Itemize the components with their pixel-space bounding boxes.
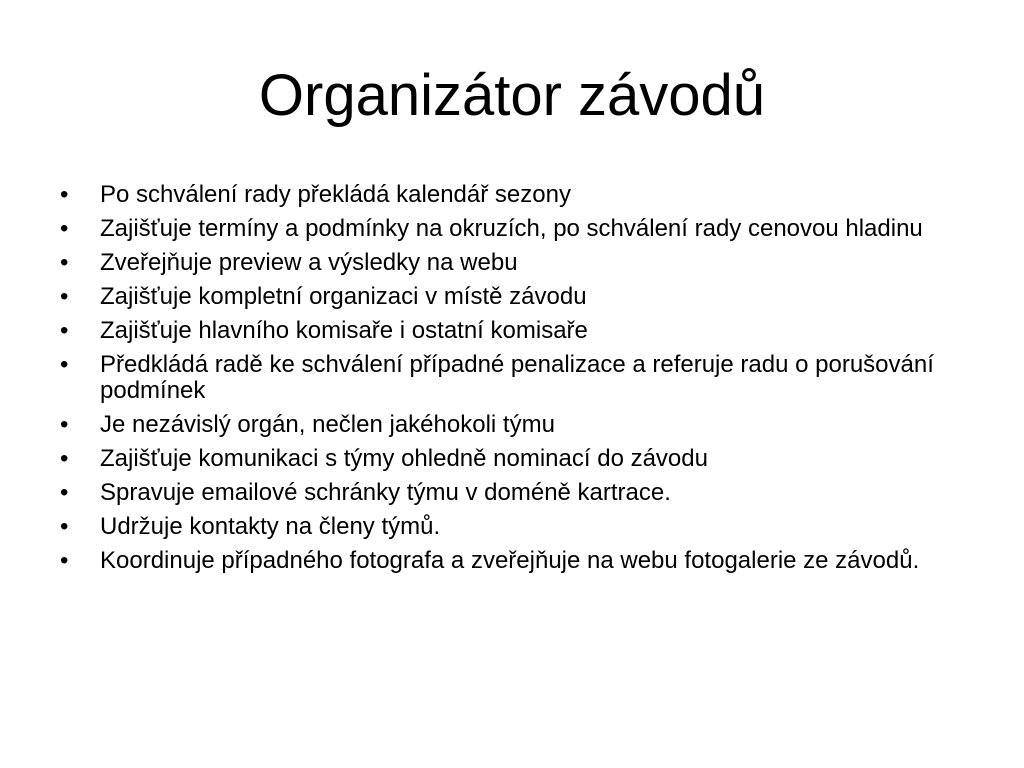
bullet-icon: • (60, 513, 69, 540)
bullet-icon: • (60, 411, 69, 438)
bullet-list (60, 182, 960, 582)
bullet-icon: • (60, 181, 69, 208)
bullet-icon: • (60, 479, 69, 506)
slide-title: Organizátor závodů (258, 63, 766, 128)
list-item (60, 514, 960, 540)
list-item-text: Zajišťuje komunikaci s týmy ohledně nominací do závodu (100, 445, 708, 472)
list-item-text: Zajišťuje kompletní organizaci v místě závodu (100, 283, 587, 310)
bullet-icon: • (60, 249, 69, 276)
bullet-icon: • (60, 445, 69, 472)
list-item-text: Předkládá radě ke schválení případné penalizace a referuje radu o porušování podmínek (100, 351, 934, 404)
list-item (60, 548, 960, 574)
list-item-text: Spravuje emailové schránky týmu v doméně kartrace. (100, 479, 671, 506)
bullet-icon: • (60, 215, 69, 242)
list-item-text: Je nezávislý orgán, nečlen jakéhokoli týmu (100, 411, 555, 438)
list-item (60, 480, 960, 506)
list-item (60, 352, 960, 404)
list-item (60, 182, 960, 208)
bullet-icon: • (60, 283, 69, 310)
list-item (60, 250, 960, 276)
list-item-text: Zveřejňuje preview a výsledky na webu (100, 249, 518, 276)
list-item-text: Po schválení rady překládá kalendář sezony (100, 181, 571, 208)
list-item (60, 412, 960, 438)
list-item (60, 216, 960, 242)
list-item (60, 284, 960, 310)
bullet-icon: • (60, 351, 69, 378)
list-item (60, 318, 960, 344)
list-item-text: Zajišťuje hlavního komisaře i ostatní komisaře (100, 317, 588, 344)
list-item (60, 446, 960, 472)
bullet-icon: • (60, 317, 69, 344)
bullet-icon: • (60, 547, 69, 574)
list-item-text: Koordinuje případného fotografa a zveřejňuje na webu fotogalerie ze závodů. (100, 547, 920, 574)
list-item-text: Udržuje kontakty na členy týmů. (100, 513, 441, 540)
list-item-text: Zajišťuje termíny a podmínky na okruzích, po schválení rady cenovou hladinu (100, 215, 923, 242)
